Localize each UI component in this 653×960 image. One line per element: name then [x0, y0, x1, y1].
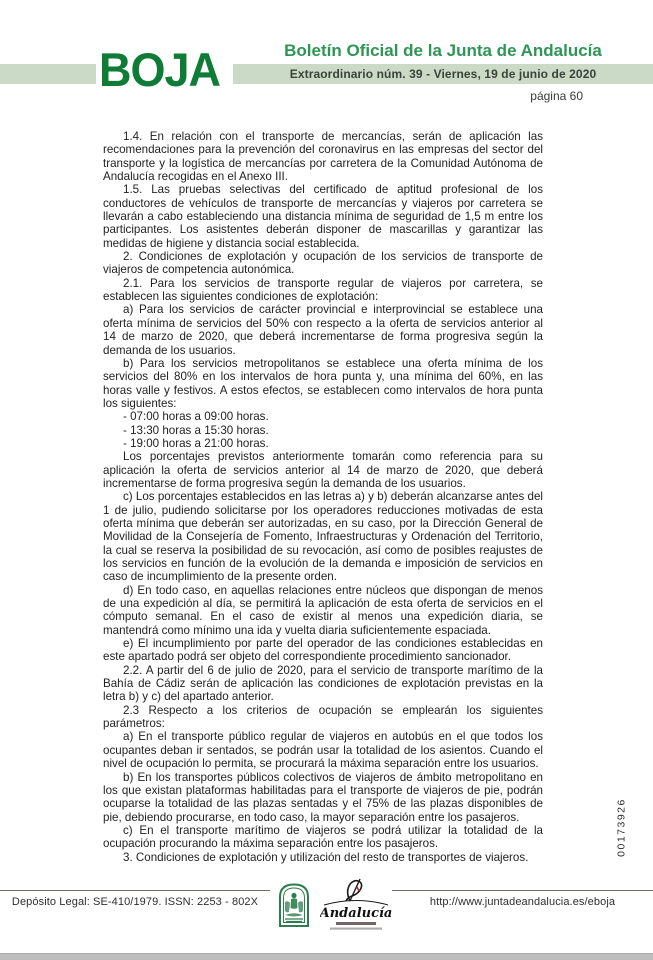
edition-text: Extraordinario núm. 39 - Viernes, 19 de junio de 2020: [289, 67, 597, 81]
paragraph: 1.5. Las pruebas selectivas del certificado de aptitud profesional de los conductores de vehículos de transporte de mercancías y viajeros por carretera se llevarán a cabo estableciendo una distancia mínima de seguridad de 1,5 m entre los participantes. Los asistentes deberán disponer de mascarillas y garantizar las medidas de higiene y distancia social establecida.: [103, 183, 543, 250]
footer-rule-right: [392, 890, 653, 891]
paragraph: a) Para los servicios de carácter provincial e interprovincial se establece una oferta mínima de servicios del 50% con respecto a la oferta de servicios anterior al 14 de marzo de 2020, que deberá incrementarse de forma progresiva según la demanda de los usuarios.: [103, 303, 543, 357]
list-item: - 07:00 horas a 09:00 horas.: [123, 410, 269, 424]
list-item: - 13:30 horas a 15:30 horas.: [123, 423, 269, 437]
paragraph: 2. Condiciones de explotación y ocupación de los servicios de transporte de viajeros de competencia autonómica.: [103, 250, 543, 277]
footer-rule-left: [0, 890, 270, 891]
andalucia-wordmark: Andalucía: [320, 906, 392, 921]
paragraph: 2.2. A partir del 6 de julio de 2020, para el servicio de transporte marítimo de la Bahía de Cádiz serán de aplicación las condiciones de explotación previstas en la letra b) y c) del apartado anterior.: [103, 663, 543, 704]
paragraph: 2.1. Para los servicios de transporte regular de viajeros por carretera, se establecen las siguientes condiciones de explotación:: [103, 276, 543, 304]
paragraph: 3. Condiciones de explotación y utilización del resto de transportes de viajeros.: [123, 850, 529, 864]
paragraph: a) En el transporte público regular de viajeros en autobús en el que todos los ocupantes deban ir sentados, se podrán usar la totalidad de los asientos. Cuando el nivel de ocupación lo permita, se procurará la máxima separación entre los usuarios.: [103, 730, 543, 771]
boja-logo: BOJA: [99, 42, 221, 97]
paragraph: b) En los transportes públicos colectivos de viajeros de ámbito metropolitano en los que existan plataformas habilitadas para el transporte de viajeros de pie, podrán ocuparse la totalidad de las plazas sentadas y el 75% de las plazas disponibles de pie, debiendo procurarse, en todo caso, la mayor separación entre los pasajeros.: [103, 770, 543, 824]
bulletin-title: Boletín Oficial de la Junta de Andalucía: [284, 41, 602, 60]
paragraph: e) El incumplimiento por parte del operador de las condiciones establecidas en este apartado podrá ser objeto del correspondiente procedimiento sancionador.: [103, 637, 543, 664]
paragraph: b) Para los servicios metropolitanos se establece una oferta mínima de los servicios del 80% en los intervalos de hora punta y, una mínima del 60%, en las horas valle y festivos. A estos efectos, se establecen como intervalos de hora punta los siguientes:: [103, 356, 543, 410]
andalucia-signature-icon: [320, 877, 392, 934]
list-item: - 19:00 horas a 21:00 horas.: [123, 436, 269, 450]
paragraph: c) Los porcentajes establecidos en las letras a) y b) deberán alcanzarse antes del 1 de julio, pudiendo solicitarse por los operadores reducciones motivadas de esta oferta mínima que deberán ser autorizadas, en su caso, por la Dirección General de Movilidad de la Consejería de Fomento, Infraestructuras y Ordenación del Territorio, la cual se reserva la posibilidad de su revocación, así como de posibles reajustes de los servicios en función de la evolución de la demanda e imposición de servicios en caso de incumplimiento de la presente orden.: [103, 490, 543, 584]
paragraph: 1.4. En relación con el transporte de mercancías, serán de aplicación las recomendaciones para la prevención del coronavirus en las empresas del sector del transporte y la logística de mercancías por carretera de la Comunidad Autónoma de Andalucía recogidas en el Anexo III.: [103, 130, 543, 184]
page-number: página 60: [530, 89, 583, 103]
header-left-band: [0, 64, 96, 84]
deposit-legal-text: Depósito Legal: SE-410/1979. ISSN: 2253 - 802X: [11, 896, 259, 908]
junta-de-andalucia-shield-icon: [277, 882, 311, 929]
document-body: [103, 130, 543, 864]
paragraph: d) En todo caso, en aquellas relaciones entre núcleos que dispongan de menos de una expedición al día, se permitirá la aplicación de esta oferta de servicios en el cómputo semanal. En el caso de existir al menos una expedición diaria, se mantendrá como mínimo una ida y vuelta diaria suficientemente espaciada.: [103, 583, 543, 637]
paragraph: 2.3 Respecto a los criterios de ocupación se emplearán los siguientes parámetros:: [103, 703, 543, 731]
eboja-url-link[interactable]: http://www.juntadeandalucia.es/eboja: [429, 896, 616, 908]
edition-band: [233, 64, 653, 84]
paragraph: c) En el transporte marítimo de viajeros se podrá utilizar la totalidad de la ocupación procurando la máxima separación entre los pasajeros.: [103, 823, 543, 851]
paragraph: Los porcentajes previstos anteriormente tomarán como referencia para su aplicación la oferta de servicios anterior al 14 de marzo de 2020, que deberá incrementarse de forma progresiva según la demanda de los usuarios.: [103, 450, 543, 490]
page-bottom-edge: [0, 953, 653, 960]
document-id-code: 00173926: [615, 798, 628, 857]
